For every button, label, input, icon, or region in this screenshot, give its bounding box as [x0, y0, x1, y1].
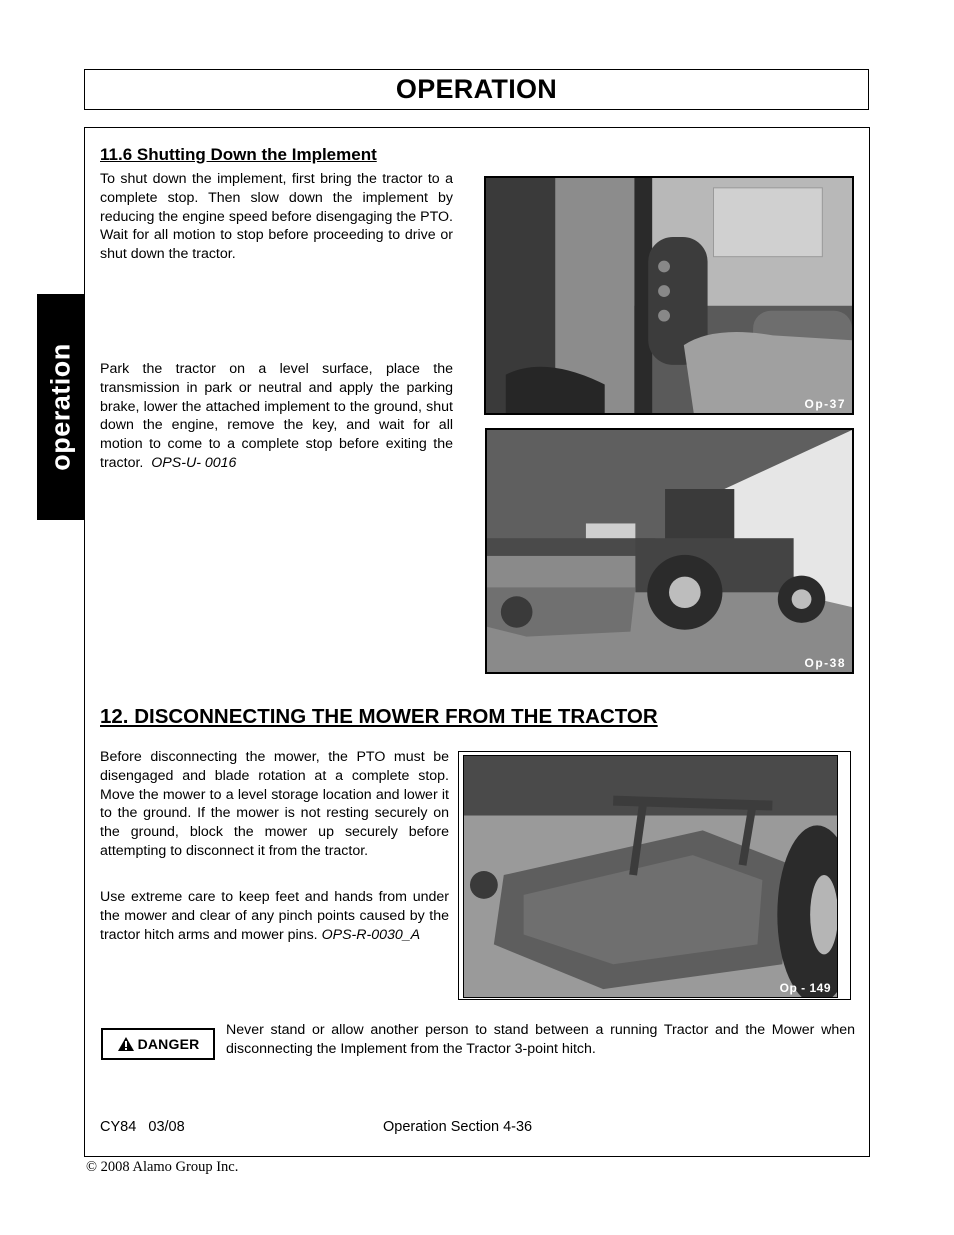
page-title: OPERATION [395, 74, 558, 104]
photo-op-38-image [487, 430, 852, 672]
section-12-heading: 12. DISCONNECTING THE MOWER FROM THE TRACTOR [100, 705, 658, 728]
footer-section: Operation Section 4-36 [383, 1119, 533, 1135]
photo-op-149-label: Op - 149 [779, 981, 831, 995]
photo-op-37-image [486, 178, 852, 413]
section-12-paragraph-2 [100, 888, 449, 944]
section-12-paragraph-2-text: Use extreme care to keep feet and hands from under the mower and clear of any pinch points caused by the tractor hitch arms and mower pins. [100, 889, 449, 943]
danger-label: DANGER [137, 1036, 200, 1052]
section-11-6-heading: 11.6 Shutting Down the Implement [100, 145, 377, 164]
section-11-6-paragraph-2-text: Park the tractor on a level surface, place the transmission in park or neutral and apply the parking brake, lower the attached implement to the ground, shut down the engine, remove the key, and wait for all motion to come to a complete stop before exiting the tractor. [100, 361, 453, 471]
danger-text: Never stand or allow another person to stand between a running Tractor and the Mower when disconnecting the Implement from the Tractor 3-point hitch. [226, 1022, 855, 1057]
footer-model-date [100, 1119, 185, 1135]
section-11-6-paragraph-1: To shut down the implement, first bring the tractor to a complete stop. Then slow down the implement by reducing the engine speed before disengaging the PTO. Wait for all motion to stop before proceeding to drive or shut down the tractor. [100, 171, 453, 263]
footer-date: 03/08 [148, 1119, 185, 1135]
footer-model: CY84 [100, 1119, 137, 1135]
copyright: © 2008 Alamo Group Inc. [86, 1159, 239, 1175]
warning-triangle-icon [117, 1036, 135, 1052]
section-11-6-ops-code: OPS-U- 0016 [151, 454, 237, 471]
side-tab [37, 294, 84, 520]
photo-op-149-image [464, 756, 837, 997]
photo-op-38 [485, 428, 854, 674]
page-header [84, 69, 869, 110]
photo-op-149 [463, 755, 838, 998]
section-11-6-paragraph-2 [100, 360, 453, 473]
section-12-ops-code: OPS-R-0030_A [321, 926, 421, 943]
section-12-paragraph-1: Before disconnecting the mower, the PTO must be disengaged and blade rotation at a complete stop. Move the mower to a level storage location and lower it to the ground. If the mower is not resting securely on the ground, block the mower up securely before attempting to disconnect it from the tractor. [100, 749, 449, 859]
photo-op-149-frame [458, 751, 851, 1000]
danger-badge [101, 1028, 215, 1060]
photo-op-38-label: Op-38 [804, 656, 846, 670]
photo-op-37 [484, 176, 854, 415]
side-tab-label: operation [45, 343, 75, 471]
photo-op-37-label: Op-37 [804, 397, 846, 411]
